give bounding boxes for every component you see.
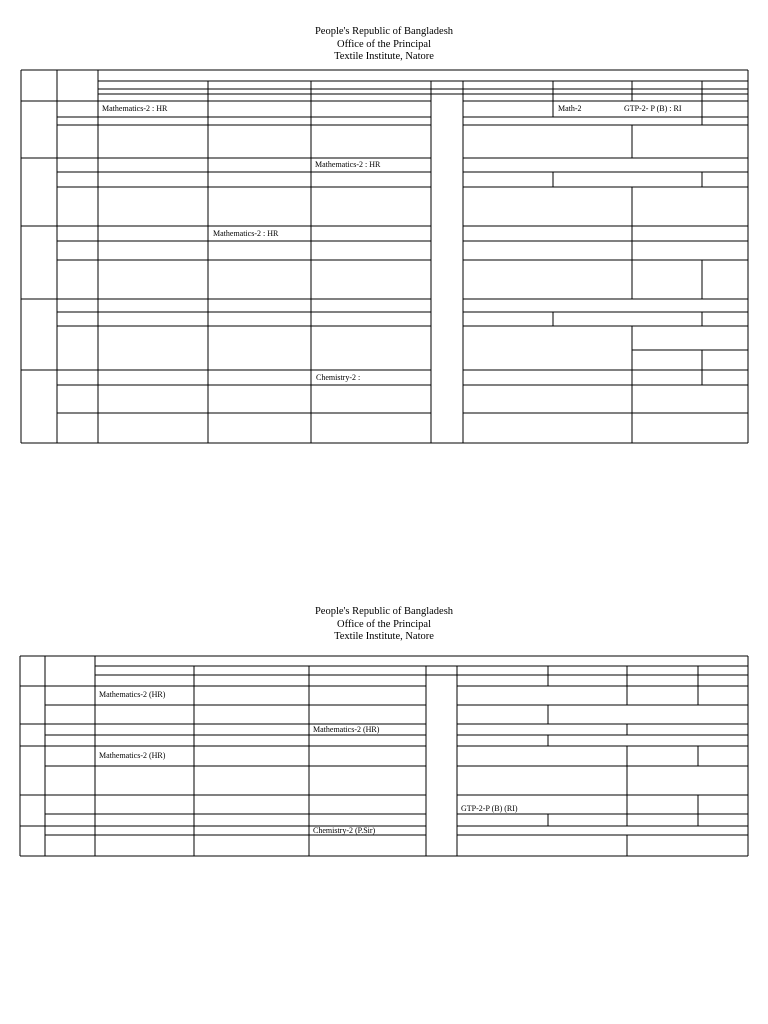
office-title: Office of the Principal xyxy=(337,38,431,50)
routine-2-cell-chemistry: Chemistry-2 (P.Sir) xyxy=(313,826,376,835)
office-title: Office of the Principal xyxy=(337,618,431,630)
country-title: People's Republic of Bangladesh xyxy=(314,606,454,617)
routine-1-table xyxy=(21,70,748,443)
institute-title: Textile Institute, Natore xyxy=(334,631,434,642)
routine-2-cell-mathematics: Mathematics-2 (HR) xyxy=(99,751,166,760)
routine-2-cell-gtp: GTP-2-P (B) (RI) xyxy=(461,804,518,813)
routine-1-cell-mathematics: Mathematics-2 : HR xyxy=(315,160,381,169)
routine-1-cell-mathematics: Mathematics-2 : HR xyxy=(213,229,279,238)
institute-title: Textile Institute, Natore xyxy=(334,51,434,62)
routine-1-cell-mathematics: Mathematics-2 : HR xyxy=(102,104,168,113)
country-title: People's Republic of Bangladesh xyxy=(314,26,454,37)
routine-1-cell-math: Math-2 xyxy=(558,104,582,113)
routine-1-cell-gtp: GTP-2- P (B) : RI xyxy=(624,104,682,113)
routine-2-cell-mathematics: Mathematics-2 (HR) xyxy=(99,690,166,699)
routine-2-cell-mathematics: Mathematics-2 (HR) xyxy=(313,725,380,734)
routine-1-cell-chemistry: Chemistry-2 : xyxy=(316,373,361,382)
